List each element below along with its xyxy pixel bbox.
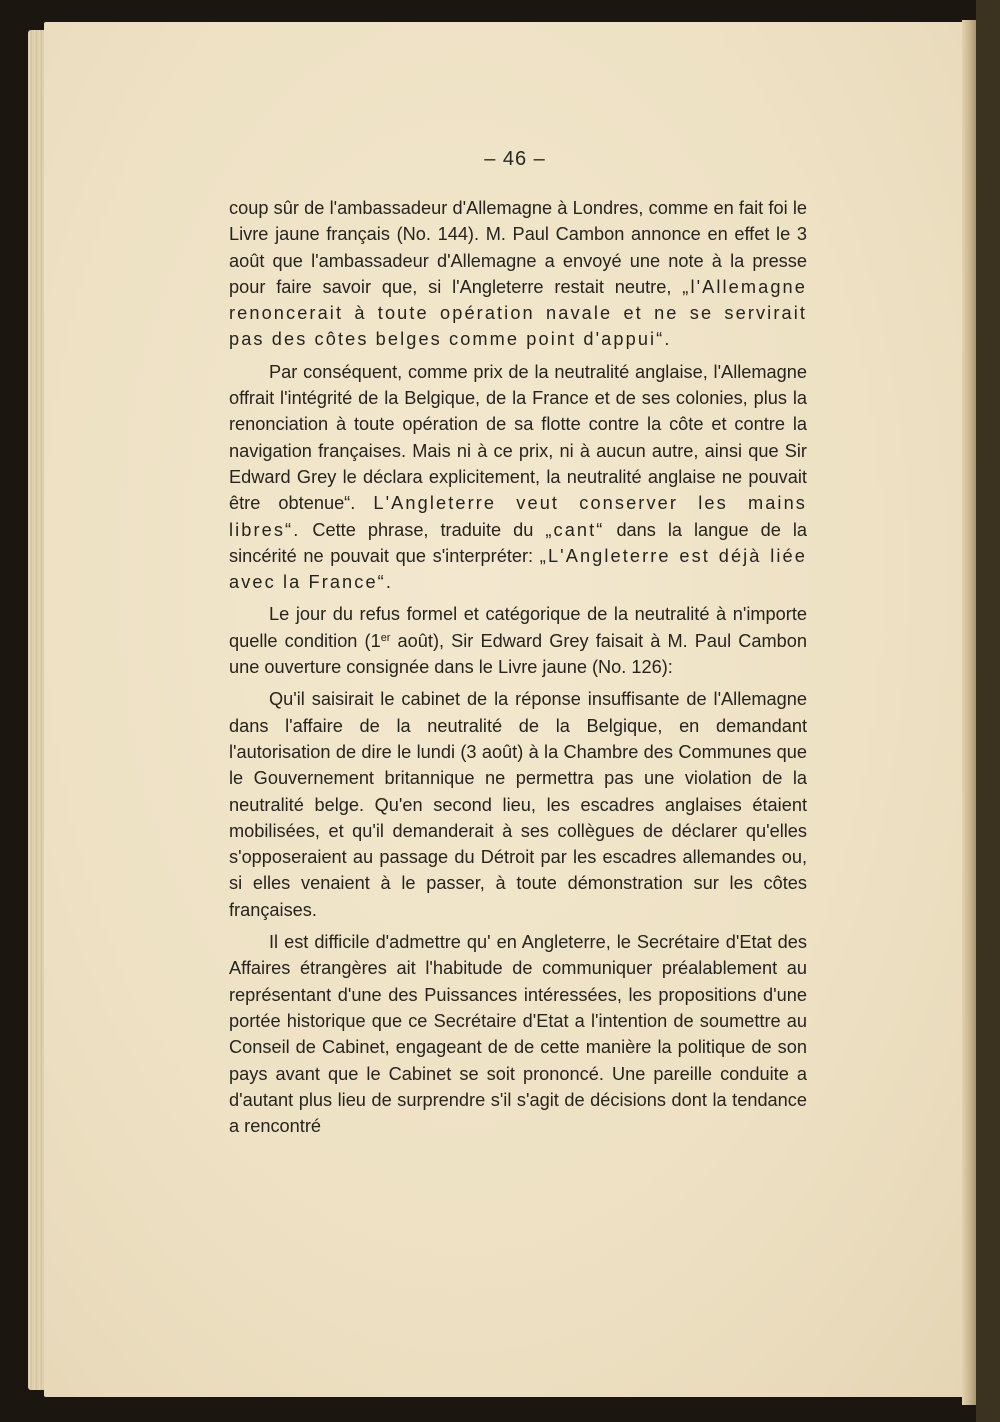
paragraph-2-text-b: Cette phrase, traduite du	[300, 519, 546, 540]
paragraph-2-quote-1: L'Angleterre veut conserver les mains libres“.	[229, 493, 807, 540]
scan-background-strip	[976, 0, 1000, 1422]
paragraph-3-text-a: Le jour du refus formel et catégorique de la neutralité à n'importe quelle condition (1	[229, 604, 807, 651]
book-right-edge	[962, 20, 976, 1405]
paragraph-2-text-a: Par conséquent, comme prix de la neutralité anglaise, l'Allemagne offrait l'intégrité de la Belgique, de la France et de ses colonies, plus la renonciation à toute opération de sa flotte contre la côte et contre la navigation françaises. Mais ni à ce prix, ni à aucun autre, ainsi que Sir Edward Grey le déclara explicitement, la neutralité anglaise ne pouvait être obtenue“.	[229, 361, 807, 514]
paragraph-4: Qu'il saisirait le cabinet de la réponse insuffisante de l'Allemagne dans l'affaire de la neutralité de la Belgique, en demandant l'autorisation de dire le lundi (3 août) à la Chambre des Communes que le Gouvernement britannique ne permettra pas une violation de la neutralité belge. Qu'en second lieu, les escadres anglaises étaient mobilisées, et qu'il demanderait à ses collègues de déclarer qu'elles s'opposeraient au passage du Détroit par les escadres allemandes ou, si elles venaient à le passer, à toute démonstration sur les côtes françaises.	[229, 689, 807, 920]
paragraph-2-quote-3: „L'Angleterre est déjà liée avec la France“.	[229, 545, 807, 593]
paragraph-1-text: coup sûr de l'ambassadeur d'Allemagne à Londres, comme en fait foi le Livre jaune français (No. 144). M. Paul Cambon annonce en effet le 3 août que l'ambassadeur d'Allemagne a envoyé une note à la presse pour faire savoir que, si l'Angleterre restait neutre,	[229, 198, 807, 297]
paragraph-3-superscript: er	[380, 631, 391, 644]
paragraph-2-text-c: dans la langue de la sincérité ne pouvait que s'interpréter:	[229, 519, 807, 566]
paragraph-3	[229, 601, 807, 680]
paragraph-1	[229, 195, 807, 353]
paragraph-3-text-b: août), Sir Edward Grey faisait à M. Paul Cambon une ouverture consignée dans le Livre jaune (No. 126):	[229, 630, 807, 678]
paragraph-1-quote: „l'Allemagne renoncerait à toute opération navale et ne se servirait pas des côtes belges comme point d'appui“.	[229, 276, 807, 350]
body-text	[229, 195, 807, 1139]
page-number: – 46 –	[484, 148, 546, 170]
paragraph-2-quote-2: „cant“	[545, 519, 605, 540]
paragraph-2	[229, 359, 807, 596]
paragraph-5: Il est difficile d'admettre qu' en Angleterre, le Secrétaire d'Etat des Affaires étrangères ait l'habitude de communiquer préalablement au représentant d'une des Puissances intéressées, les propositions d'une portée historique que ce Secrétaire d'Etat a l'intention de soumettre au Conseil de Cabinet, engageant de de cette manière la politique de son pays avant que le Cabinet se soit prononcé. Une pareille conduite a d'autant plus lieu de surprendre s'il s'agit de décisions dont la tendance a rencontré	[229, 932, 807, 1137]
